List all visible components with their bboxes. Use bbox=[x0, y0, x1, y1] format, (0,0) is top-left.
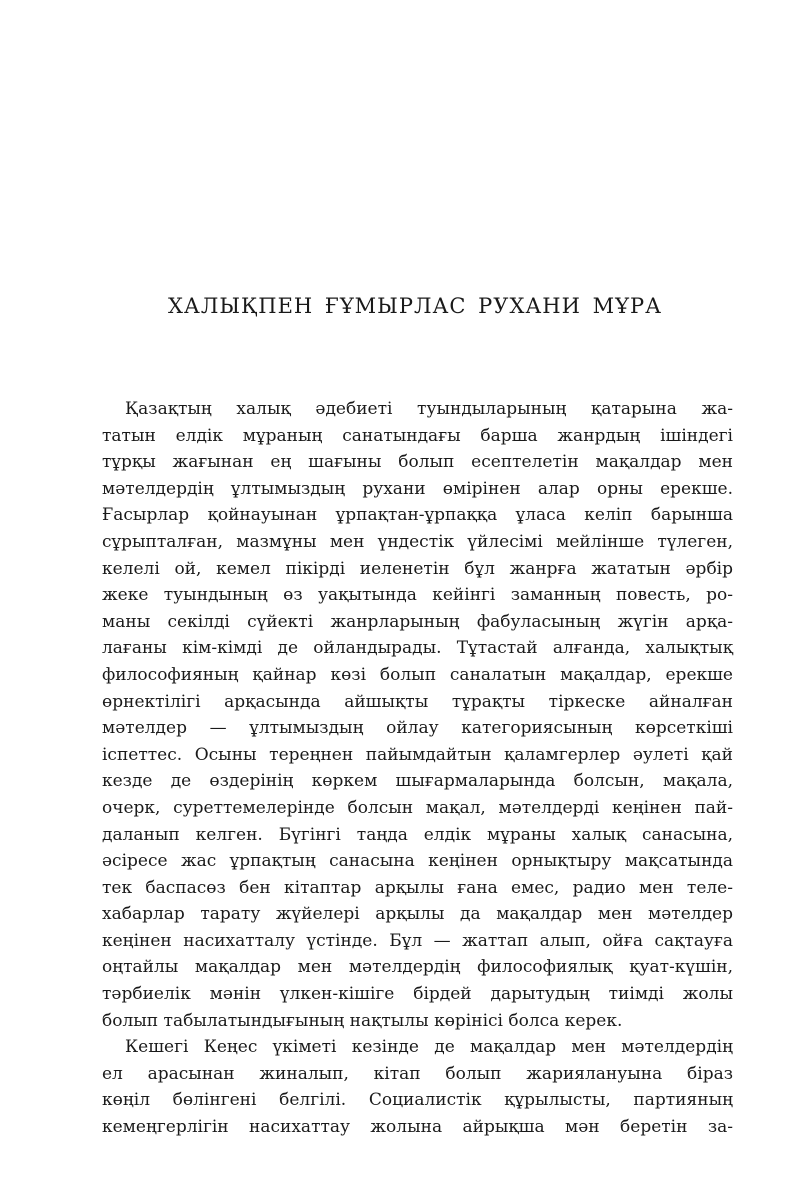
text-line: тәрбиелік мәнін үлкен-кішіге бірдей дарытудың тиімді жолы bbox=[102, 984, 733, 1005]
text-line: оңтайлы мақалдар мен мәтелдердің философиялық қуат-күшін, bbox=[102, 957, 733, 978]
text-line: жеке туындының өз уақытында кейінгі заманның повесть, ро- bbox=[102, 585, 733, 606]
paragraph-2 bbox=[102, 1034, 733, 1140]
text-line: мәтелдердің ұлтымыздың рухани өмірінен алар орны ерекше. bbox=[102, 478, 733, 499]
text-line: ел арасынан жиналып, кітап болып жариялануына біраз bbox=[102, 1063, 733, 1084]
text-line: философияның қайнар көзі болып саналатын мақалдар, ерекше bbox=[102, 664, 733, 685]
text-line: келелі ой, кемел пікірді иеленетін бұл жанрға жататын әрбір bbox=[102, 558, 733, 579]
text-line: Кешегі Кеңес үкіметі кезінде де мақалдар мен мәтелдердің bbox=[125, 1037, 733, 1058]
text-line: Ғасырлар қойнауынан ұрпақтан-ұрпаққа ұласа келіп барынша bbox=[102, 505, 733, 526]
text-line: мәтелдер — ұлтымыздың ойлау категориясының көрсеткіші bbox=[102, 718, 733, 739]
text-line: сұрыпталған, мазмұны мен үндестік үйлесімі мейлінше түлеген, bbox=[102, 531, 733, 552]
text-line: очерк, суреттемелерінде болсын мақал, мәтелдерді кеңінен пай- bbox=[102, 797, 733, 818]
text-line: кезде де өздерінің көркем шығармаларында болсын, мақала, bbox=[102, 771, 733, 792]
text-line: лағаны кім-кімді де ойландырады. Тұтастай алғанда, халықтық bbox=[102, 638, 733, 659]
text-line: хабарлар тарату жүйелері арқылы да мақалдар мен мәтелдер bbox=[102, 904, 733, 925]
text-line: Қазақтың халық әдебиеті туындыларының қатарына жа- bbox=[125, 399, 733, 419]
text-line: маны секілді сүйекті жанрларының фабуласының жүгін арқа- bbox=[102, 611, 733, 632]
chapter-title: ХАЛЫҚПЕН ҒҰМЫРЛАС РУХАНИ МҰРА bbox=[167, 294, 663, 318]
text-line: тек баспасөз бен кітаптар арқылы ғана емес, радио мен теле- bbox=[102, 877, 733, 898]
text-line: көңіл бөлінгені белгілі. Социалистік құрылысты, партияның bbox=[102, 1090, 733, 1111]
text-line: кемеңгерлігін насихаттау жолына айрықша мән беретін за- bbox=[102, 1117, 733, 1138]
text-line: әсіресе жас ұрпақтың санасына кеңінен орнықтыру мақсатында bbox=[102, 851, 733, 872]
text-line: татын елдік мұраның санатындағы барша жанрдың ішіндегі bbox=[102, 425, 733, 446]
text-line: болып табылатындығының нақтылы көрінісі болса керек. bbox=[102, 1010, 623, 1031]
body-text bbox=[102, 396, 733, 1141]
text-line: өрнектілігі арқасында айшықты тұрақты тіркеске айналған bbox=[102, 691, 733, 712]
text-line: кеңінен насихатталу үстінде. Бұл — жаттап алып, ойға сақтауға bbox=[102, 930, 733, 951]
text-line: даланып келген. Бүгінгі таңда елдік мұраны халық санасына, bbox=[102, 824, 733, 845]
paragraph-1 bbox=[102, 396, 733, 1034]
text-line: тұрқы жағынан ең шағыны болып есептелетін мақалдар мен bbox=[102, 452, 733, 473]
text-line: іспеттес. Осыны тереңнен пайымдайтын қаламгерлер әулеті қай bbox=[102, 744, 733, 765]
